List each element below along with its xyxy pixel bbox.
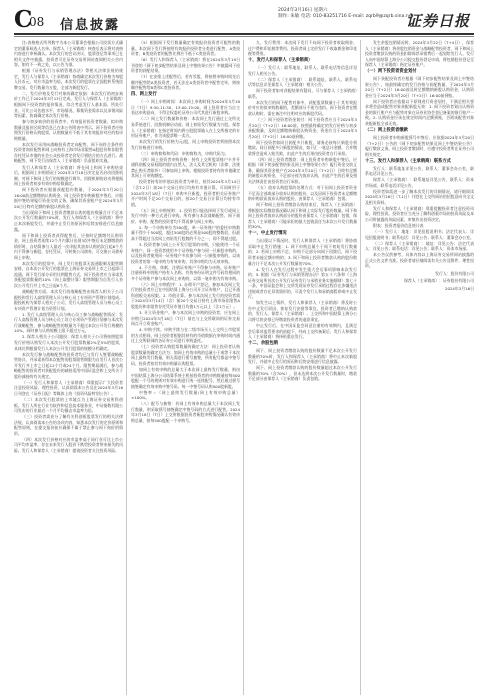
paragraph: 网下和网上投资者获得配售后，应按时足额缴付认购资金。网上投资者连续12个月内累计出现3次中签后未足额缴款的情形时，自结算参与人最近一次申报其放弃认购的次日起6个月内不得参与新股、存托凭证、可转换公司债券、可交换公司债券网上申购。	[14, 232, 123, 260]
section-heading: 十一、中止发行情况	[248, 231, 287, 237]
paragraph: 2. 每一个申购单位为500股，单一证券账户的委托申购数量不得少于500股，超过500股的必须是500股的整数倍，但最高不得超过当次网上初始发行股数的千分之一，即不得超过股。	[131, 224, 240, 241]
page-code-letter: C	[14, 6, 32, 33]
paragraph: 网下和网上投资者缴款认购结束后，保荐人（主承销商）将根据实际缴款情况确认网下和网上实际发行股份数量。网下和网上投资者放弃认购部分的股份由保荐人（主承销商）包销，保荐人（主承销商）可能承担的最大包销责任为本次公开发行数量的30%。	[248, 202, 357, 230]
paragraph: 4. 发行人在发行过程中发生重大会后事项影响本次发行的；5. 根据《证券发行与承销管理办法》第五十六条和《上海证券交易所首次公开发行证券发行与承销业务实施细则》第七十一条，中国证监会和上交所发现证券发行承销过程存在涉嫌违法违规或者存在异常情形的，可责令发行人和承销商暂停或中止发行。	[248, 266, 357, 300]
paragraph: 1. 发行人高级管理人员与核心员工参与战略配售情况：发行人高级管理人员与核心员工设立专项资产管理计划参与本次发行战略配售，参与战略配售的数量为不超过本次公开发行规模的10%，同时参与认购规模上限不超过万元。	[14, 311, 123, 334]
paragraph: 4. 不合格、休眠、注销证券账户不得参与申购。证券账户注册资料中的账户持有人名称、有效身份证明文件号码均相同的多个证券账户参与本次网上申购的，以第一笔申购为有效申购。	[131, 264, 240, 281]
paragraph: 如网上有效申购的总量大于本次网上最终发行数量，则由中国结算上海分公司结算系统主机按投资者的申购数量按每500股配一个号的规则对有效申购进行统一连续配号，然后通过摇号抽签确定有效申购中签号码，每一中签号码认购500股新股。	[131, 367, 240, 389]
paragraph: （一）网上申购时间：本次网上申购时间为2024年3月18日（T日）9:30-11:30、13:00-15:00。网上投资者应当自主表达申购意向，不得全权委托证券公司代其进行新股申购。	[131, 99, 240, 116]
article-columns	[14, 40, 474, 695]
paragraph: （五）网上申购规则：1. 投资者只能选择网下发行或网上发行中的一种方式进行申购。所有参与本次战略配售、网下询价、申购、配售的投资者均不得再参与网上申购。	[131, 207, 240, 224]
section-heading: 十、发行人和保荐人（主承销商）	[248, 58, 313, 64]
paragraph: 发生余股包销情况时，2024年3月22日（T+4日），保荐人（主承销商）将余股包销资金与战略配售投资者、网下和网上投资者缴款认购的资金扣除保荐承销费后一起划给发行人，发行人向中国结算上海分公司提交股份登记申请，将包销股份登记至保荐人（主承销商）指定证券账户。	[365, 40, 474, 68]
paragraph: （六）网上申购程序：1. 办理开户登记。参加本次网上发行的投资者应已在中国结算上海分公司开立证券账户，且已开通科创板交易权限。2. 市值计算。参与本次网上发行的投资者需于2024年3月14日（含）前20个交易日持有上海市场非限售A股股份和非限售存托凭证市值日均值1万元以上（含1万元）。	[131, 281, 240, 310]
paragraph: （二）保荐人（主承销商）：联系地址、联系人、联系电话等信息详见保荐人（主承销商）相关公告。	[248, 76, 357, 88]
newspaper-logo: 证券日报	[406, 12, 471, 30]
paragraph: （7）在安排上述配售后，若有零股，将按照申购时间先后顺序配售给A类投资者，若无法在A类投资者中配售完毕，则按顺序配售给B类和C类投资者。	[131, 74, 240, 91]
paragraph: 网下投资者应根据获配股份数量，于2024年3月20日16:00前足额缴纳认购资金。网上投资者申购新股中签后，应根据中签结果履行资金交收义务，确保其资金账户在2024年3月20日日终有足额的新股认购资金。	[14, 187, 123, 209]
paragraph: 九、发行费用：本次网下发行不向网下投资者收取佣金、过户费和印花税等费用。投资者网上定价发行不收取佣金和印花税等费用。	[248, 40, 357, 57]
paragraph: 根据《证券发行与承销管理办法》等相关法律法规的规定，发行人与保荐人（主承销商）协商确定本次发行价格为每股人民币元，对应市盈率为倍。本次发行的股票在全国股转系统挂牌交易，发行数量为万股，全部为新股发行。	[14, 68, 123, 90]
paragraph: （四）网上投资者缴款：网上投资者申购新股中签后，应根据《网下初步配售结果及网上中签结果公告》履行资金交收义务，确保其资金账户在2024年3月20日（T+2日）日终有足额的新股认购资金，不足部分视为放弃认购，由此产生的后果及相关法律责任由投资者自行承担。	[248, 156, 357, 184]
paragraph: 当出现以下情况时，发行人和保荐人（主承销商）将协商采取中止发行措施：1. 网下申购总量小于网下初始发行数量的；2. 若网上申购不足，申购不足部分向网下回拨后，网下投资者未能足额申购的；3. 网下和网上投资者缴款认购的股份数量合计不足本次公开发行数量的70%；	[248, 238, 357, 266]
section-heading: （一）网下投资者资金划付	[365, 69, 417, 75]
section-title: 信息披露	[60, 18, 121, 33]
paragraph: 本公告仅供参考，具体内容以上海证券交易所网站披露的正式公告文件为准。投资者请仔细阅读有关公告及附件，理性投资。	[365, 252, 474, 269]
paragraph: 当出现网下和网上投资者缴款认购的股份数量合计不足本次公开发行数量的70%时，发行人和保荐人（主承销商）将中止本次新股发行，并就中止发行的原因和后续安排进行信息披露。	[14, 209, 123, 232]
paragraph: （五）放弃认购股票的处理方式：对于因网上投资者资金不足而全部或部分放弃认购的股份，以及因网下投资者未足额缴纳申购款而放弃认购的股份，由保荐人（主承销商）包销。	[248, 185, 357, 202]
paragraph: （二）网上发行数量和价格：本次网上发行通过上交所交易系统进行，回拨机制启动前，网上初始发行数量为万股。保荐人（主承销商）在指定时间内将万股股票输入在上交所指定的专用证券账户，作为该股票唯一卖方。	[131, 116, 240, 139]
paragraph: 发行人：联系地址详见公告，联系人：董事会办公室，联系电话详见公告。	[365, 165, 474, 177]
column-3	[248, 40, 361, 695]
paragraph: 保荐人（主承销商）：联系地址详见公告，联系人：资本市场部，联系电话详见公告。	[365, 177, 474, 188]
paragraph: 参与初步询价的投资者中，有效报价投资者数量、拟申购数量及报价区间等信息已在本公告附表中列示。网下投资者应按照发行价格认购股票，认购数量应不低于其有效报价对应的拟申购数量。	[14, 119, 123, 141]
section-heading: 十三、发行人和保荐人（主承销商）联系方式	[365, 158, 451, 164]
paragraph: 中止发行后，在中国证监会同意注册的有效期内，且满足会后事项监管要求的前提下，经向上交所备案后，发行人和保荐人（主承销商）将择机重启发行。	[248, 323, 357, 340]
paragraph: 网下获配投资者应根据《网下初步配售结果及网上中签结果公告》，按最终确定的发行价格与获配数量，于2024年3月20日（T+2日）16:00前及时足额缴纳新股认购资金，认购资金应当于2024年3月20日（T+2日）16:00前到账。	[365, 76, 474, 98]
section-heading: 四、网上发行	[131, 92, 157, 98]
section-heading: （二）网上投资者缴款	[365, 128, 408, 134]
paragraph: 发行人和保荐人（主承销商）郑重提醒投资者注意投资风险，理性投资。投资者应当充分了解科创板市场的投资风险及本公司所披露的风险因素，审慎作出投资决定。	[365, 205, 474, 222]
masthead	[0, 0, 484, 34]
paragraph: （八）配号与抽签：若网上有效申购总量大于本次网上发行数量，则采取摇号抽签确定中签号码的方式进行配售。2024年3月18日（T日）上交所根据投资者新股申购情况确认有效申购总量，按每500股配一个申购号。	[131, 401, 240, 423]
paragraph: 网下、网上投资者缴款认购的股份数量不足本次公开发行数量的70%时，发行人和保荐人（主承销商）将中止本次新股发行，并就中止发行的原因和后续安排进行信息披露。	[248, 348, 357, 365]
paragraph: （三）申购简称和代码：申购简称为，申购代码为。	[139, 150, 229, 156]
paragraph: 如发生以上情形，发行人和保荐人（主承销商）将及时公告中止发行原因、恢复发行安排等事宜。投资者已缴纳认购款的，发行人、保荐人（主承销商）、上交所和中国结算上海分公司将尽快安排已经缴款投资者的退款事宜。	[248, 300, 357, 322]
paragraph: （四）网上投资者申购资格：持有上交所股票账户卡并开通科创板交易权限的境内自然人、法人及其它机构（法律、法规禁止购买者除外）可参加网上申购。根据投资者持有的市值确定其网上可申购额度。	[131, 156, 240, 179]
paragraph: 网下、网上投资者缴款认购的股份数量超过本次公开发行数量的70%（含70%），但未达到本次公开发行数量时，缴款不足部分由保荐人（主承销商）负责包销。	[248, 365, 357, 382]
signature-line: 保荐人（主承销商）：证券股份有限公司	[403, 278, 474, 284]
masthead-rule-thin	[14, 36, 474, 37]
paragraph: （三）网下投资者资金划付：网下投资者应当于2024年3月20日（T+2日）16:00前，按照最终确定的发行价格与初步获配数量，及时足额缴纳新股认购资金。资金应当于2024年3月20日（T+2日）16:00前到账。	[248, 116, 357, 139]
paragraph: 本次发行采用向战略投资者定向配售、网下向符合条件的投资者询价配售和网上向持有上海市场非限售A股股份和非限售存托凭证市值的社会公众投资者定价发行相结合的方式进行。战略配售、网下发行由保荐人（主承销商）负责组织实施。	[14, 141, 123, 164]
paragraph: （一）发行人：联系地址、联系人、联系电话等信息详见发行人相关公告。	[248, 65, 357, 76]
paragraph: （一）发行人：地址：详见招股说明书；法定代表人：详见招股说明书；联系电话：详见公告；联系人：董事会办公室。	[365, 229, 474, 240]
column-4	[365, 40, 474, 695]
paragraph: （四）本次发行价格对应的市盈率高于同行业可比上市公司平均市盈率，存在未来发行人股价下跌给投资者带来损失的风险。发行人和保荐人（主承销商）提请投资者关注投资风险。	[14, 436, 123, 453]
paragraph: （5）根据网下发行数量确定有效报价投资者可配售的数量。本次网下发行将按照有效报价投资者分类进行配售，A类投资者、B类投资者的配售比例应不低于C类投资者。	[131, 40, 240, 57]
paragraph: 本次发行的股票中，网上发行的股票无流通限制及限售期安排，自本次公开发行的股票在上海证券交易所上市之日起即可流通。网下发行部分采用比例限售方式，网下投资者应当承诺其获配股票数量的10%（向上取整计算）限售期限为自发行人首次公开发行并上市之日起6个月。	[14, 260, 123, 289]
column-1	[14, 40, 127, 695]
paragraph: 战略配售方面，本次发行的战略配售由保荐人相关子公司跟投和发行人高级管理人员与核心员工专项资产管理计划组成。跟投机构为保荐人相关子公司，发行人高级管理人员与核心员工专项资产管理计划为资管计划。	[14, 289, 123, 311]
paragraph: （二）保荐人（主承销商）：地址：详见公告；法定代表人：详见公告；联系电话：详见公告；联系人：资本市场部。	[365, 240, 474, 252]
paragraph: 发行人和保荐人（主承销商）将在网上和网下申购结束后，根据网上申购情况于2024年3月18日决定是否启动回拨机制，对网下和网上发行的规模进行调节。回拨机制的启动将根据网上投资者初步有效申购倍数确定。	[14, 164, 123, 187]
page-number: 08	[29, 15, 45, 29]
paragraph: 网下投资者应依据以下原则进行资金划付，不满足相关要求将会造成配售对象获配新股无效：1. 网下投资者划出认购资金的银行账户应与配售对象在证券业协会登记备案的银行账户一致。2. 认购资金应该在规定时间内足额到账，否则该配售对象获配新股全部无效。	[365, 98, 474, 127]
paragraph: （七）投资者认购股票数量的确定方法：网上投资者认购股票数量的确定方法为：如网上有效申购的总量小于或等于本次网上最终发行数量，则无需进行摇号抽签，所有配号都是中签号码，投资者按其有效申购量认购股票。	[131, 344, 240, 366]
paragraph: 投资者如需进一步了解本次发行的详细情况，请仔细阅读2024年3月16日（T-1日）刊登在上交所网站的招股意向书全文及相关资料。	[365, 188, 474, 205]
paragraph: 3. 投资者参与网上公开发行股票的申购，只能使用一个证券账户。同一投资者使用多个证券账户参与同一只新股申购的，以及投资者使用同一证券账户多次参与同一只新股申购的，以该投资者的第一笔申购为有效申购，其余申购均为无效申购。	[131, 242, 240, 264]
paragraph: （6）发行人和保荐人（主承销商）将在2024年3月19日刊登的《网下初步配售结果及网上中签结果公告》中披露网下投资者的获配结果。	[131, 57, 240, 74]
paragraph: 网上投资者申购新股摇号中签后，应依据2024年3月20日（T+2日）公告的《网下初步配售结果及网上中签结果公告》履行缴款义务。网上投资者缴款时，应遵守投资者所在证券公司相关规定。	[365, 134, 474, 157]
paragraph: 2. 保荐人相关子公司跟投：保荐人相关子公司将按照股票发行价格认购发行人本次公开发行股票数量2%至5%的股票，具体比例根据发行人本次公开发行股票的规模分档确定。	[14, 334, 123, 351]
paragraph: （一）发行人和保荐人（主承销商）郑重提示广大投资者注意投资风险，理性投资，认真阅读本公告及在2024年3月16日刊登在《证券日报》等媒体上的《投资风险特别公告》。	[14, 379, 123, 396]
paragraph: （三）投资者需充分了解有关科创板股票发行的相关法律法规，认真阅读本公告的各项内容，知悉本次发行的定价原则和配售原则，在提交报价前应确保不属于禁止参与网下询价的情形。	[14, 414, 123, 436]
issue-date: 2024年3月16日 星期六	[278, 8, 328, 13]
paragraph: 二、发行价格及发行对象的确定依据：本次发行的初步询价工作已于2024年3月13日完成，发行人与保荐人（主承销商）根据网下投资者的报价情况，综合考虑发行人基本面、所处行业、可比公司估值水平、市场情况、募集资金需求以及承销风险等因素，协商确定本次发行价格。	[14, 90, 123, 119]
paragraph: 4. 申购手续。申购手续与在二级市场买入上交所上市股票的方式相同，网上投资者根据其持有的市值数据在申购时间内通过上交所联网的各证券公司进行申购委托。	[131, 327, 240, 344]
paragraph: 本次发行参与战略配售的投资者均已与发行人签署战略配售协议，并承诺获得本次配售的股票限售期限为自发行人首次公开发行并上市之日起12个月或24个月。限售期届满后，参与战略配售的投资者对获配股份的减持适用中国证监会和上交所关于股份减持的有关规定。	[14, 351, 123, 379]
paragraph: 本次发行的发行价格为元/股，网上申购投资者须按照本次发行价格进行申购。	[131, 139, 240, 150]
paragraph: 注:表格格式所列数字为本公司董事会根据公司投票方式确定的董事候选人名单。保荐人（主承销商）核查后表示将对表格内容进行审核确认。本次发行的会议决议、股票登记等事项已在相关文件中披露，投资者可在证券交易所网站查阅相关公告内容。如有不一致之处，以公告为准。	[14, 40, 123, 68]
masthead-rule	[14, 33, 474, 35]
paragraph: 中签率＝（网上最终发行数量/网上有效申购总量）×100%。	[131, 389, 240, 401]
editor-contact: 制作: 朱敏 电话: 010-83251716 E-mail: zqrb9@zqrb.sina.net	[278, 14, 414, 19]
paragraph: 本次发行的网下配售对象中，获配股票数量小于其有效报价对应的拟申购数量的，差额部分不视为违约。网下投资者在缴款认购时，需在备注中注明对应的新股代码。	[248, 99, 357, 116]
signature-line: 发行人：股份有限公司	[435, 270, 474, 276]
paragraph: 投资者持有的市值以投资者为单位，按其2024年3月14日（含T-2日）前20个交易日的日均持有市值计算，可同时用于2024年3月18日（T日）申购多只新股。投资者相关证券账户开户时间不足20个交易日的，按20个交易日计算日均持有市值。	[131, 179, 240, 207]
paragraph: （二）本次发行股票的上市地点为上海证券交易所科创板。发行人所在行业为软件和信息技术服务业，中证指数有限公司发布的行业最近一个月平均静态市盈率为倍。	[14, 396, 123, 414]
issue-info	[278, 8, 426, 20]
paragraph: 网下投资者如对获配结果有疑问，可与保荐人（主承销商）联系。	[248, 88, 357, 99]
paragraph: 3. 开立资金账户。参与本次网上申购的投资者，应在网上申购日2024年3月18日（T日）前在与上交所联网的证券交易网点开立资金账户。	[131, 310, 240, 327]
column-2	[131, 40, 244, 695]
section-heading: 十二、余股包销	[248, 341, 279, 347]
paragraph: 附表：投资者报价信息统计表	[373, 223, 424, 229]
paragraph: 网下投资者如同日获配多只新股，请务必按每只新股分别缴款。同日获配多只新股的情况，如只汇一笔总计金额，合并缴款将会造成入账失败，由此产生的后果由投资者自行承担。	[248, 139, 357, 156]
signature-line: 2024年3月16日	[445, 286, 474, 291]
